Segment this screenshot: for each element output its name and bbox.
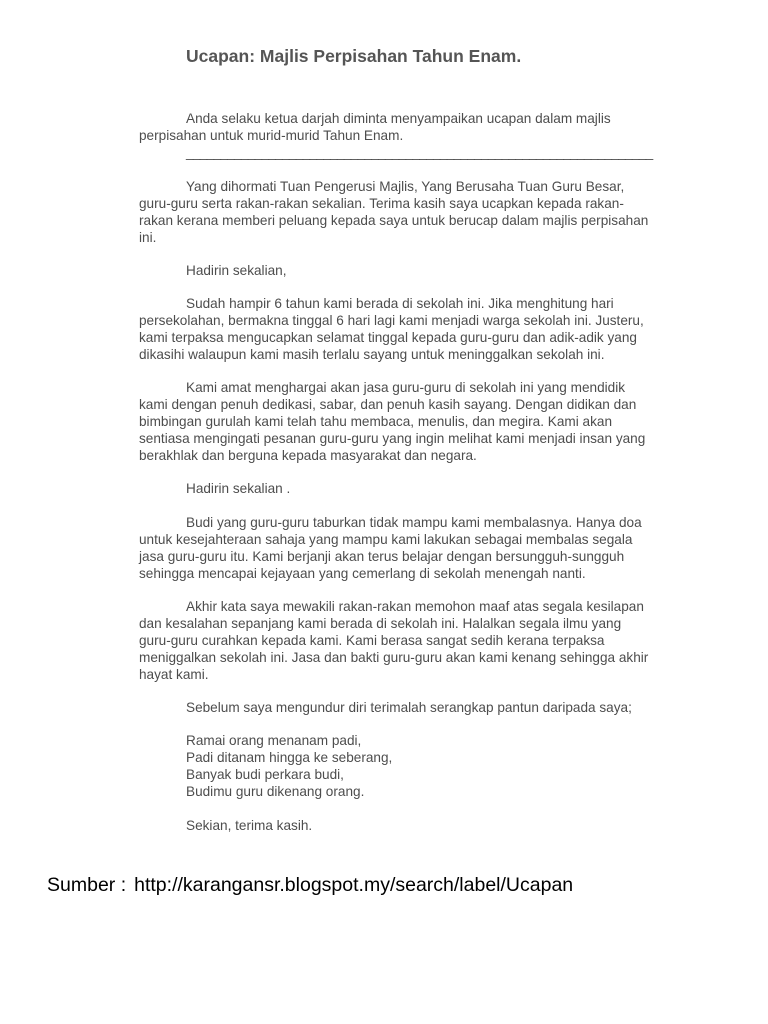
source-line xyxy=(47,873,573,897)
paragraph-line: persekolahan, bermakna tinggal 6 hari lagi kami menjadi warga sekolah ini. Justeru, xyxy=(139,312,644,328)
paragraph-line: rakan kerana memberi peluang kepada saya untuk berucap dalam majlis perpisahan xyxy=(139,212,649,228)
paragraph-line: perpisahan untuk murid-murid Tahun Enam. xyxy=(139,127,404,143)
paragraph-line: dikasihi walaupun kami masih terlalu sayang untuk meninggalkan sekolah ini. xyxy=(139,346,605,362)
paragraph-line: Sekian, terima kasih. xyxy=(186,818,313,833)
paragraph-line: Anda selaku ketua darjah diminta menyampaikan ucapan dalam majlis xyxy=(186,111,611,126)
pantun-line: Budimu guru dikenang orang. xyxy=(186,783,365,799)
paragraph-line: kami dengan penuh dedikasi, sabar, dan penuh kasih sayang. Dengan didikan dan xyxy=(139,396,637,412)
page-title: Ucapan: Majlis Perpisahan Tahun Enam. xyxy=(186,46,522,66)
paragraph-line: bimbingan gurulah kami telah tahu membaca, menulis, dan megira. Kami akan xyxy=(139,413,613,429)
paragraph-body-2 xyxy=(139,380,721,465)
source-label: Sumber : xyxy=(47,874,127,896)
paragraph-instruction xyxy=(139,111,721,145)
paragraph-line: sentiasa mengingati pesanan guru-guru yang ingin melihat kami menjadi insan yang xyxy=(139,430,646,446)
paragraph-line: Sudah hampir 6 tahun kami berada di sekolah ini. Jika menghitung hari xyxy=(186,296,614,311)
pantun-line: Padi ditanam hingga ke seberang, xyxy=(186,749,393,765)
paragraph-line: guru-guru serta rakan-rakan sekalian. Terima kasih saya ucapkan kepada rakan- xyxy=(139,195,624,211)
paragraph-greeting xyxy=(139,179,721,247)
paragraph-line: Sebelum saya mengundur diri terimalah serangkap pantun daripada saya; xyxy=(186,700,632,715)
paragraph-line: Kami amat menghargai akan jasa guru-guru di sekolah ini yang mendidik xyxy=(186,380,626,395)
paragraph-line: guru-guru curahkan kepada kami. Kami berasa sangat sedih kerana terpaksa xyxy=(139,632,605,648)
paragraph-body-4 xyxy=(139,599,721,684)
pantun-line: Banyak budi perkara budi, xyxy=(186,766,344,782)
paragraph-closing xyxy=(139,818,721,835)
paragraph-pantun-intro xyxy=(139,700,721,717)
source-url: http://karangansr.blogspot.my/search/label/Ucapan xyxy=(134,874,574,896)
separator-rule: ____________________________________________________________________ xyxy=(186,145,653,160)
paragraph-address-2 xyxy=(139,481,721,498)
paragraph-line: Budi yang guru-guru taburkan tidak mampu kami membalasnya. Hanya doa xyxy=(186,515,642,530)
paragraph-line: berakhlak dan berguna kepada masyarakat dan negara. xyxy=(139,447,477,463)
paragraph-line: ini. xyxy=(139,229,157,245)
paragraph-line: Hadirin sekalian . xyxy=(186,481,291,496)
paragraph-body-1 xyxy=(139,296,721,364)
paragraph-line: meniggalkan sekolah ini. Jasa dan bakti guru-guru akan kami kenang sehingga akhir xyxy=(139,649,649,665)
paragraph-line: Yang dihormati Tuan Pengerusi Majlis, Yang Berusaha Tuan Guru Besar, xyxy=(186,179,625,194)
paragraph-line: Akhir kata saya mewakili rakan-rakan memohon maaf atas segala kesilapan xyxy=(186,599,644,614)
paragraph-address-1 xyxy=(139,263,721,280)
paragraph-body-3 xyxy=(139,515,721,583)
pantun-block xyxy=(139,733,721,801)
paragraph-line: jasa guru-guru itu. Kami berjanji akan terus belajar dengan bersungguh-sungguh xyxy=(139,548,625,564)
paragraph-line: kami terpaksa mengucapkan selamat tinggal kepada guru-guru dan adik-adik yang xyxy=(139,329,637,345)
paragraph-line: hayat kami. xyxy=(139,666,209,682)
paragraph-line: dan kesalahan sepanjang kami berada di sekolah ini. Halalkan segala ilmu yang xyxy=(139,615,622,631)
pantun-line: Ramai orang menanam padi, xyxy=(186,733,362,748)
paragraph-line: untuk kesejahteraan sahaja yang mampu kami lakukan sebagai membalas segala xyxy=(139,531,633,547)
paragraph-line: Hadirin sekalian, xyxy=(186,263,287,278)
paragraph-line: sehingga mencapai kejayaan yang cemerlang di sekolah menengah nanti. xyxy=(139,565,586,581)
